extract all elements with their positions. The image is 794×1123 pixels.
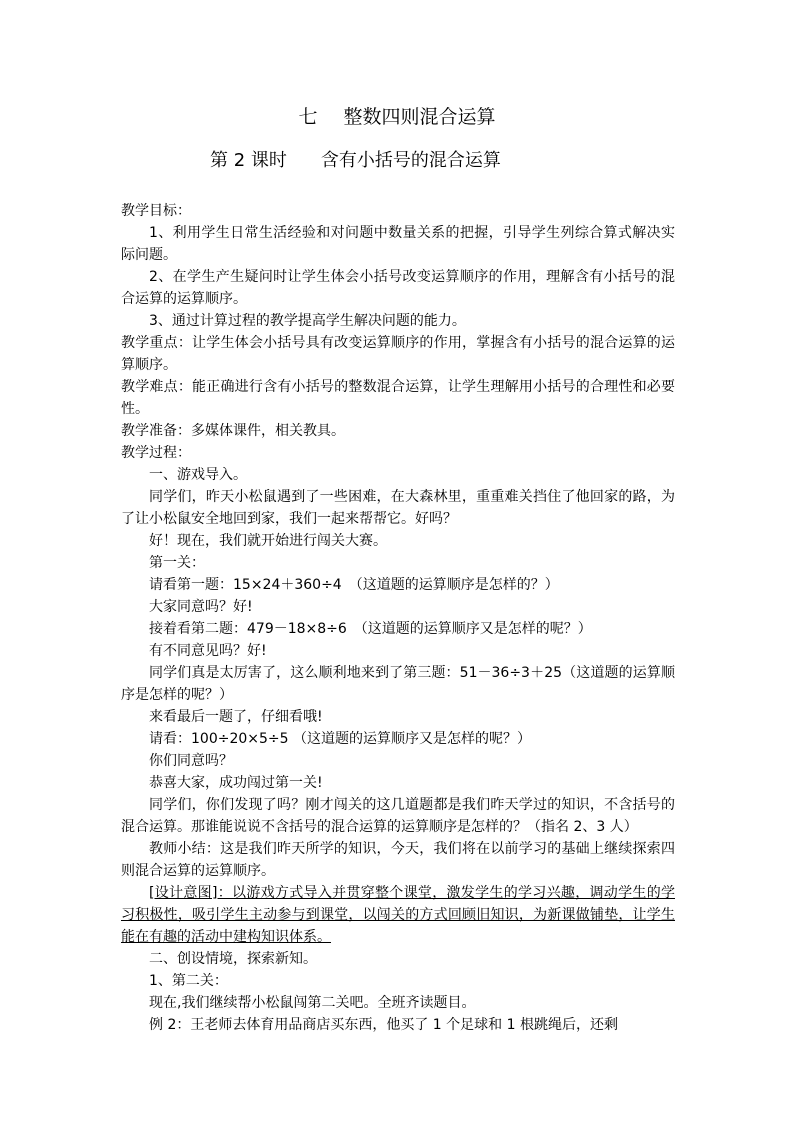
body-paragraph: 请看：100÷20×5÷5 （这道题的运算顺序又是怎样的呢？） [149, 731, 531, 747]
design-intent-paragraph: [设计意图]：以游戏方式导入并贯穿整个课堂，激发学生的学习兴趣，调动学生的学习积极性，吸引学生主动参与到课堂，以闯关的方式回顾旧知识，为新课做铺垫，让学生能在有趣的活动中建构知识体系。 [121, 885, 675, 945]
body-paragraph: 同学们，你们发现了吗？刚才闯关的这几道题都是我们昨天学过的知识，不含括号的混合运算。那谁能说说不含括号的混合运算的运算顺序是怎样的？（指名 2、3 人） [121, 797, 675, 835]
body-paragraph: 例 2：王老师去体育用品商店买东西，他买了 1 个足球和 1 根跳绳后，还剩 [149, 1017, 618, 1033]
body-paragraph: 教学过程： [121, 445, 191, 461]
chapter-title [0, 104, 794, 130]
lesson-number: 第 2 课时 [210, 150, 287, 171]
chapter-number: 七 [298, 106, 318, 128]
body-paragraph: 1、利用学生日常生活经验和对问题中数量关系的把握，引导学生列综合算式解决实际问题。 [121, 225, 675, 263]
body-paragraph: 二、创设情境，探索新知。 [149, 951, 317, 967]
body-paragraph: 同学们，昨天小松鼠遇到了一些困难，在大森林里，重重难关挡住了他回家的路，为了让小松鼠安全地回到家，我们一起来帮帮它。好吗？ [121, 489, 675, 527]
body-paragraph: 教师小结：这是我们昨天所学的知识，今天，我们将在以前学习的基础上继续探索四则混合运算的运算顺序。 [121, 841, 675, 879]
body-paragraph: 好！现在，我们就开始进行闯关大赛。 [149, 533, 387, 549]
body-paragraph: 1、第二关： [149, 973, 228, 989]
lesson-body [121, 200, 675, 1036]
body-paragraph: 你们同意吗？ [149, 753, 233, 769]
body-paragraph: 请看第一题：15×24＋360÷4 （这道题的运算顺序是怎样的？） [149, 577, 559, 593]
body-paragraph: 来看最后一题了，仔细看哦! [149, 709, 323, 725]
body-paragraph: 一、游戏导入。 [149, 467, 247, 483]
body-paragraph: 有不同意见吗？好! [149, 643, 267, 659]
body-paragraph: 教学难点：能正确进行含有小括号的整数混合运算，让学生理解用小括号的合理性和必要性。 [121, 379, 675, 417]
body-paragraph: 恭喜大家，成功闯过第一关! [149, 775, 323, 791]
body-paragraph: 第一关： [149, 555, 205, 571]
body-paragraph: 同学们真是太厉害了，这么顺利地来到了第三题：51－36÷3＋25（这道题的运算顺序是怎样的呢？） [121, 665, 675, 703]
body-paragraph: 3、通过计算过程的教学提高学生解决问题的能力。 [149, 313, 466, 329]
body-paragraph: 2、在学生产生疑问时让学生体会小括号改变运算顺序的作用，理解含有小括号的混合运算的运算顺序。 [121, 269, 675, 307]
body-paragraph: 教学目标： [121, 203, 191, 219]
body-paragraph: 大家同意吗？好! [149, 599, 253, 615]
chapter-name: 整数四则混合运算 [343, 106, 496, 128]
body-paragraph: 接着看第二题：479－18×8÷6 （这道题的运算顺序又是怎样的呢？） [149, 621, 592, 637]
lesson-topic: 含有小括号的混合运算 [320, 150, 501, 171]
body-paragraph: 教学重点：让学生体会小括号具有改变运算顺序的作用，掌握含有小括号的混合运算的运算顺序。 [121, 335, 675, 373]
body-paragraph: 现在,我们继续帮小松鼠闯第二关吧。全班齐读题目。 [149, 995, 476, 1011]
lesson-subtitle [210, 149, 501, 173]
body-paragraph: 教学准备：多媒体课件，相关教具。 [121, 423, 345, 439]
